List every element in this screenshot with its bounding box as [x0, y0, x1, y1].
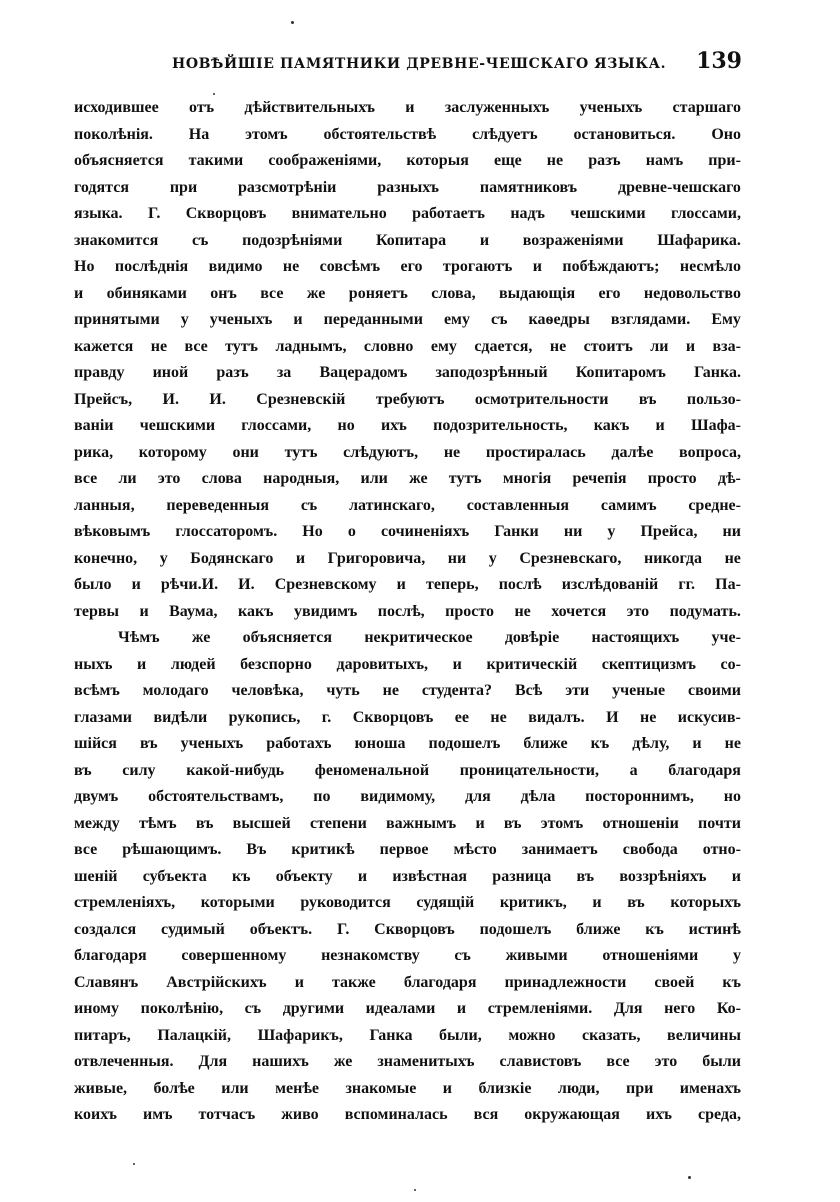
text-line: Чѣмъ же объясняется некритическое довѣріе настоящихъ уче- [118, 629, 741, 646]
print-speck [688, 1176, 691, 1179]
text-line: въ силу какой-нибудь феноменальной проницательности, а благодаря [74, 761, 741, 779]
text-line: исходившее отъ дѣйствительныхъ и заслуженныхъ ученыхъ старшаго [74, 99, 741, 116]
print-speck [291, 21, 294, 24]
text-line: Прейсъ, И. И. Срезневскій требуютъ осмотрительности въ пользо- [74, 390, 741, 408]
text-line: конечно, у Бодянскаго и Григоровича, ни у Срезневскаго, никогда не [74, 549, 741, 567]
print-speck [133, 1163, 135, 1165]
running-title: НОВѢЙШІЕ ПАМЯТНИКИ ДРЕВНЕ-ЧЕШСКАГО ЯЗЫКА. [172, 56, 667, 72]
text-line: ланныя, переведенныя съ латинскаго, составленныя самимъ средне- [74, 496, 741, 514]
text-line: стремленіяхъ, которыми руководится судящій критикъ, и въ которыхъ [74, 894, 741, 911]
body-text [74, 95, 741, 1129]
text-line: благодаря совершенному незнакомству съ живыми отношеніями у [74, 947, 741, 964]
text-line: и обиняками онъ все же роняетъ слова, выдающія его недовольство [74, 284, 741, 302]
text-line: коихъ имъ тотчасъ живо вспоминалась вся окружающая ихъ среда, [74, 1106, 741, 1123]
text-line: двумъ обстоятельствамъ, по видимому, для дѣла постороннимъ, но [74, 788, 741, 805]
text-line: вѣковымъ глоссаторомъ. Но о сочиненіяхъ Ганки ни у Прейса, ни [74, 523, 741, 540]
text-line: живые, болѣе или менѣе знакомые и близкіе люди, при именахъ [74, 1079, 741, 1097]
text-line: шійся въ ученыхъ работахъ юноша подошелъ ближе къ дѣлу, и не [74, 735, 741, 752]
text-line: ныхъ и людей безспорно даровитыхъ, и критическій скептицизмъ со- [74, 655, 741, 673]
text-line: питаръ, Палацкій, Шафарикъ, Ганка были, можно сказать, величины [74, 1026, 741, 1044]
text-line: между тѣмъ въ высшей степени важнымъ и въ этомъ отношеніи почти [74, 814, 741, 832]
text-line: рика, которому они тутъ слѣдуютъ, не простиралась далѣе вопроса, [74, 443, 741, 461]
text-line: поколѣнія. На этомъ обстоятельствѣ слѣдуетъ остановиться. Оно [74, 125, 741, 143]
text-line: было и рѣчи.И. И. Срезневскому и теперь, послѣ изслѣдованій гг. Па- [74, 576, 741, 593]
text-line: языка. Г. Скворцовъ внимательно работаетъ надъ чешскими глоссами, [74, 205, 741, 222]
text-line: отвлеченныя. Для нашихъ же знаменитыхъ славистовъ все это были [74, 1053, 741, 1070]
text-line: годятся при разсмотрѣніи разныхъ памятниковъ древне-чешскаго [74, 178, 741, 196]
print-speck [414, 1189, 416, 1191]
text-line: кажется не все тутъ ладнымъ, словно ему сдается, не стоитъ ли и вза- [74, 337, 741, 355]
text-line: шеній субъекта къ объекту и извѣстная разница въ воззрѣніяхъ и [74, 867, 741, 885]
text-line: Славянъ Австрійскихъ и также благодаря принадлежности своей къ [74, 973, 741, 991]
text-line: тервы и Ваума, какъ увидимъ послѣ, просто не хочется это подумать. [74, 602, 741, 620]
page-number: 139 [696, 48, 742, 74]
page-header [172, 48, 742, 78]
text-line: ваніи чешскими глоссами, но ихъ подозрительность, какъ и Шафа- [74, 417, 741, 434]
text-line: знакомится съ подозрѣніями Копитара и возраженіями Шафарика. [74, 231, 741, 249]
text-line: все ли это слова народныя, или же тутъ многія речепія просто дѣ- [74, 470, 741, 487]
text-line: правду иной разъ за Вацерадомъ заподозрѣнный Копитаромъ Ганка. [74, 364, 741, 381]
text-line: все рѣшающимъ. Въ критикѣ первое мѣсто занимаетъ свобода отно- [74, 841, 741, 858]
text-line: Но послѣднія видимо не совсѣмъ его трогаютъ и побѣждаютъ; несмѣло [74, 258, 741, 275]
text-line: принятыми у ученыхъ и переданными ему съ каѳедры взглядами. Ему [74, 311, 741, 328]
text-line: создался судимый объектъ. Г. Скворцовъ подошелъ ближе къ истинѣ [74, 920, 741, 938]
text-line: всѣмъ молодаго человѣка, чуть не студента? Всѣ эти ученые своими [74, 682, 741, 699]
text-line: иному поколѣнію, съ другими идеалами и стремленіями. Для него Ко- [74, 1000, 741, 1017]
text-line: объясняется такими соображеніями, которыя еще не разъ намъ при- [74, 152, 741, 169]
text-line: глазами видѣли рукопись, г. Скворцовъ ее не видалъ. И не искусив- [74, 708, 741, 726]
